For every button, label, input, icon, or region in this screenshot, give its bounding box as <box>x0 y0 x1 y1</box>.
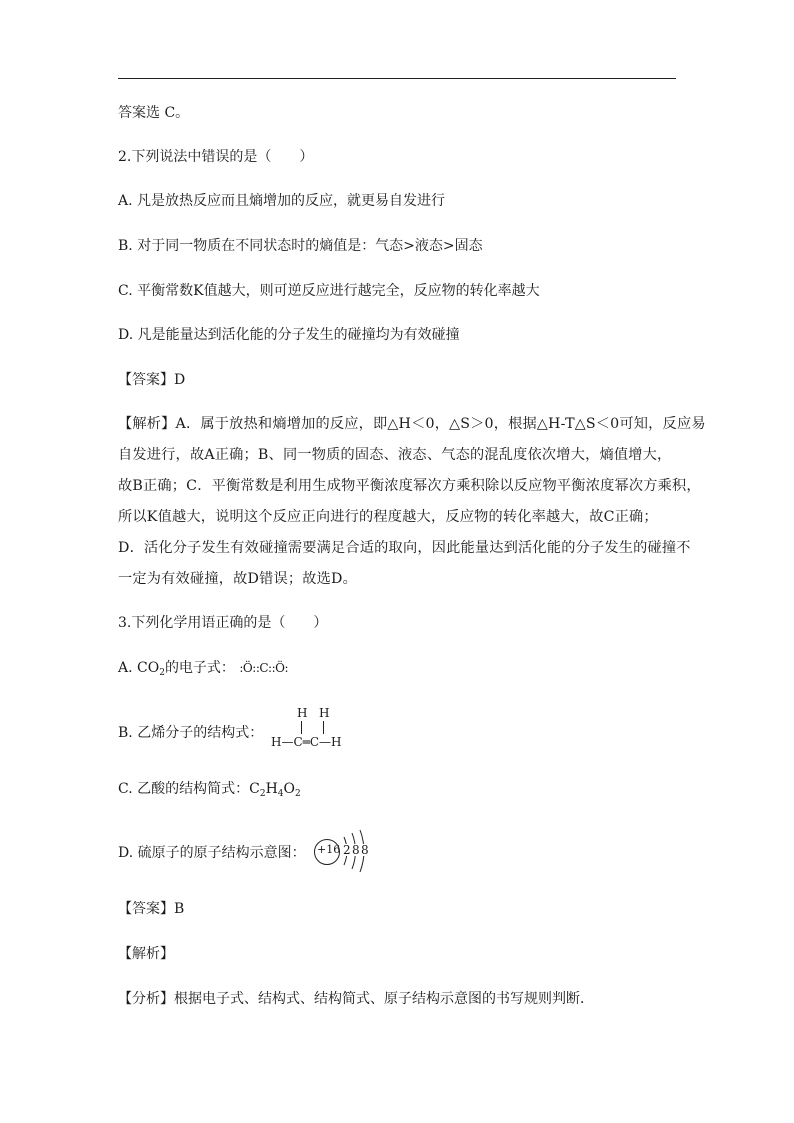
co2-electron-formula: :Ö::C::Ö: <box>239 661 289 675</box>
q2-option-c: C. 平衡常数K值越大，则可逆反应进行越完全，反应物的转化率越大 <box>118 283 540 299</box>
q2-analysis-line-3: 故B正确；C．平衡常数是利用生成物平衡浓度幂次方乘积除以反应物平衡浓度幂次方乘积， <box>118 478 701 494</box>
q2-analysis-line-1: 【解析】A．属于放热和熵增加的反应，即△H＜0，△S＞0，根据△H-T△S＜0可知，反应易 <box>118 416 706 432</box>
q3-option-d: D. 硫原子的原子结构示意图： +16 2 8 8 <box>118 828 418 868</box>
previous-answer: 答案选 C。 <box>118 105 190 121</box>
q3-stem: 3.下列化学用语正确的是（ ） <box>118 615 328 631</box>
shell-count-3: 8 <box>361 843 369 857</box>
q3-analysis-heading: 【解析】 <box>118 946 174 962</box>
q2-answer: 【答案】D <box>118 372 186 388</box>
q3-analysis-detail: 【分析】根据电子式、结构式、结构简式、原子结构示意图的书写规则判断． <box>118 991 594 1007</box>
shell-count-2: 8 <box>352 843 360 857</box>
q2-option-b: B. 对于同一物质在不同状态时的熵值是：气态>液态>固态 <box>118 238 483 254</box>
shell-count-1: 2 <box>343 843 351 857</box>
sulfur-atom-diagram: +16 2 8 8 <box>314 828 384 868</box>
q2-analysis-line-6: 一定为有效碰撞，故D错误；故选D。 <box>118 571 357 587</box>
ethylene-structure: H H H—C═C—H <box>271 706 342 749</box>
header-rule <box>118 78 676 79</box>
q3-option-a: A. $CO_2$的电子式： :Ö::C::Ö: <box>118 660 289 678</box>
q2-analysis-line-2: 自发进行，故A正确；B、同一物质的固态、液态、气态的混乱度依次增大，熵值增大， <box>118 447 672 463</box>
q3-answer: 【答案】B <box>118 901 185 917</box>
q2-analysis-line-5: D．活化分子发生有效碰撞需要满足合适的取向，因此能量达到活化能的分子发生的碰撞不 <box>118 540 691 556</box>
q3-option-b: B. 乙烯分子的结构式： H H H—C═C—H <box>118 706 418 752</box>
q2-option-a: A. 凡是放热反应而且熵增加的反应，就更易自发进行 <box>118 193 446 209</box>
q3-option-c: C. 乙酸的结构简式：$C_2H_4O_2$ <box>118 781 301 799</box>
q2-stem: 2.下列说法中错误的是（ ） <box>118 149 314 165</box>
q2-option-d: D. 凡是能量达到活化能的分子发生的碰撞均为有效碰撞 <box>118 327 460 343</box>
q2-analysis-line-4: 所以K值越大，说明这个反应正向进行的程度越大，反应物的转化率越大，故C正确； <box>118 509 658 525</box>
